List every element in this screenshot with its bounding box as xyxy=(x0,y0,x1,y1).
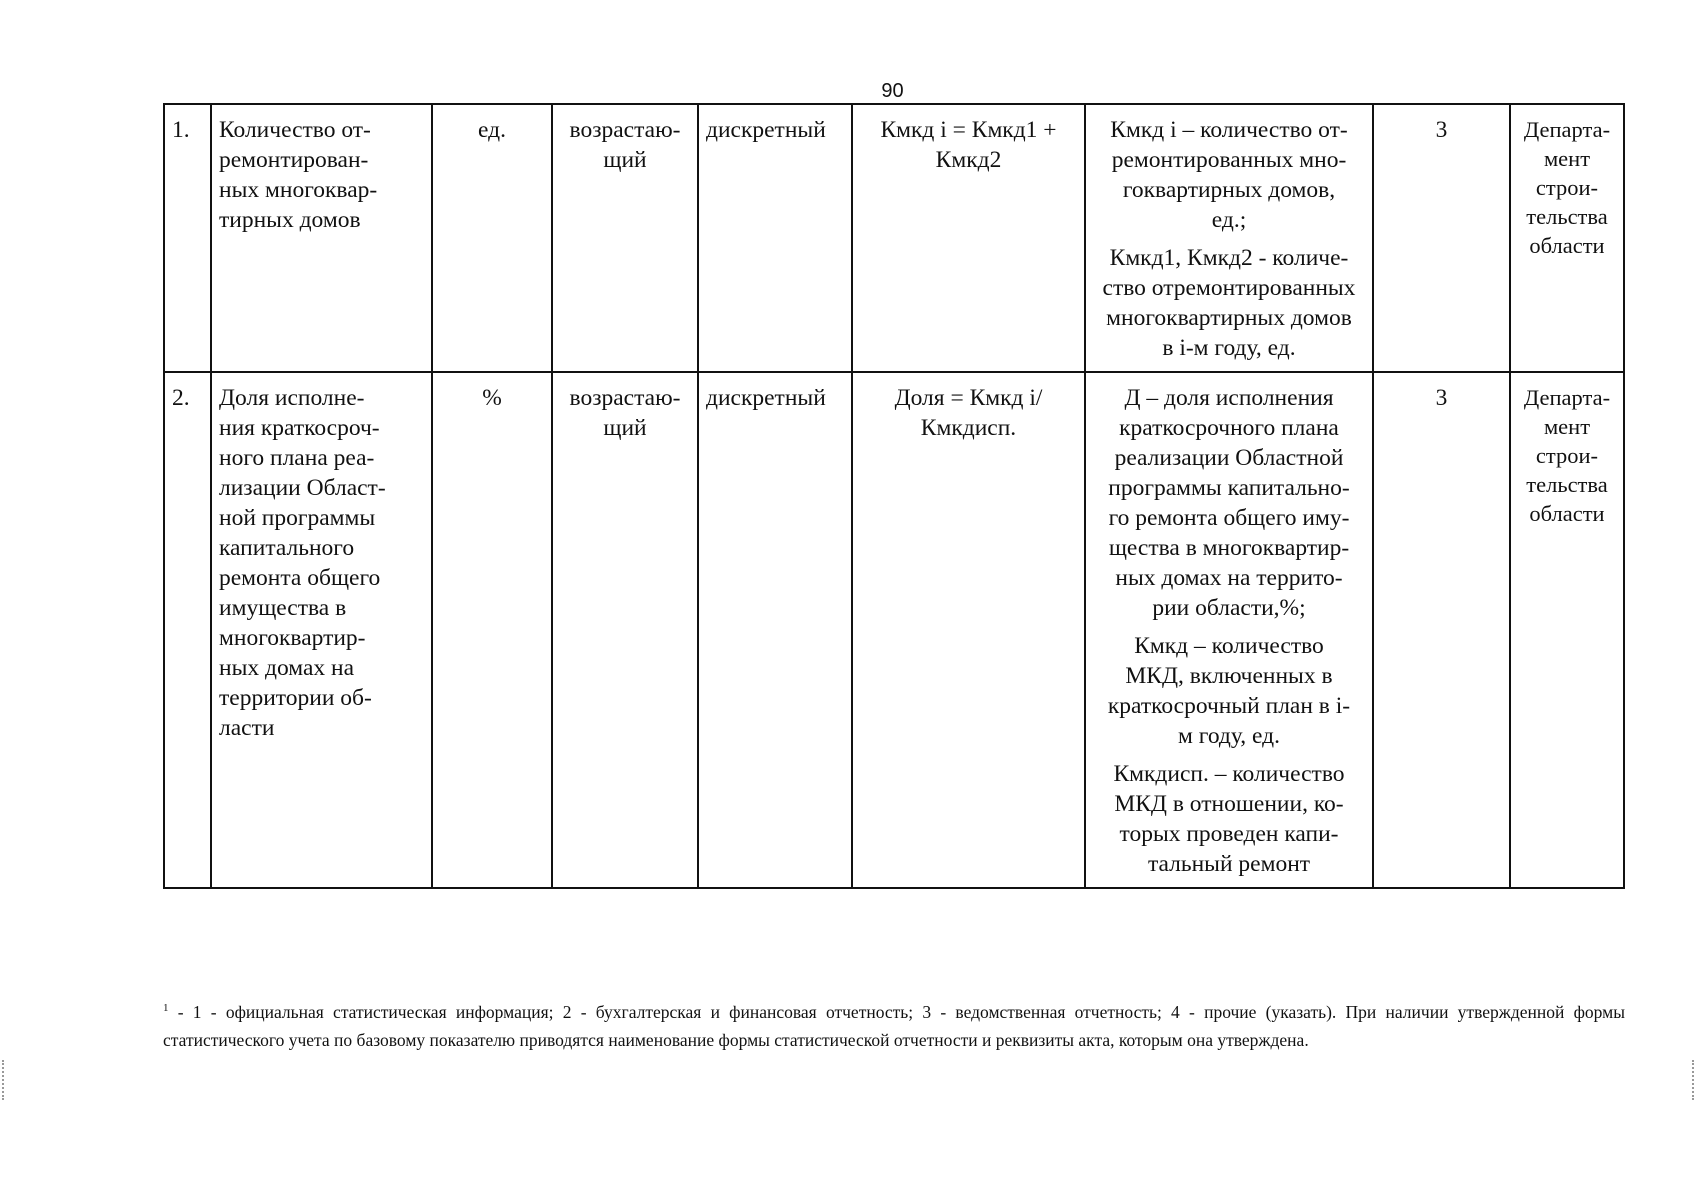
row-number: 2. xyxy=(164,372,211,888)
margin-mark xyxy=(2,1060,6,1100)
footnote-text: - 1 - официальная статистическая информация; 2 - бухгалтерская и финансовая отчетность; 3 - ведомственная отчетность; 4 - прочие (указать). При наличии утвержденной формы статистического учета по базовому показателю приводятся наименование формы статистической отчетности и реквизиты акта, которым она утверждена. xyxy=(163,1002,1625,1050)
indicator-name: Количество от- ремонтирован- ных многоквар- тирных домов xyxy=(211,104,432,372)
description-paragraph: Кмкд1, Кмкд2 - количе- ство отремонтированных многоквартирных домов в i-м году, ед. xyxy=(1102,245,1356,361)
footnote-marker: 1 xyxy=(163,1002,169,1014)
type-cell: дискретный xyxy=(698,372,852,888)
source-cell: 3 xyxy=(1373,372,1510,888)
formula-cell: Доля = Кмкд i/ Кмкдисп. xyxy=(852,372,1085,888)
description-paragraph: Д – доля исполнения краткосрочного плана реализации Областной программы капитально- го ремонта общего иму- щества в многоквартир- ных домах на террито- рии области,%; xyxy=(1108,385,1350,621)
row-number: 1. xyxy=(164,104,211,372)
description-paragraph: Кмкдисп. – количество МКД в отношении, ко- торых проведен капи- тальный ремонт xyxy=(1113,761,1345,877)
indicators-table xyxy=(163,103,1625,889)
description-cell xyxy=(1085,372,1373,888)
indicator-name: Доля исполне- ния краткосроч- ного плана реа- лизации Област- ной программы капитального ремонта общего имущества в многоквартир- ных домах на территории об- ласти xyxy=(211,372,432,888)
description-paragraph: Кмкд – количество МКД, включенных в краткосрочный план в i- м году, ед. xyxy=(1107,633,1351,749)
responsible-cell: Департа- мент строи- тельства области xyxy=(1510,372,1624,888)
margin-mark xyxy=(1692,1060,1696,1100)
unit-cell: % xyxy=(432,372,552,888)
responsible-cell: Департа- мент строи- тельства области xyxy=(1510,104,1624,372)
source-cell: 3 xyxy=(1373,104,1510,372)
description-cell xyxy=(1085,104,1373,372)
footnote xyxy=(163,994,1625,1054)
description-paragraph: Кмкд i – количество от- ремонтированных мно- гоквартирных домов, ед.; xyxy=(1110,117,1348,233)
trend-cell: возрастаю- щий xyxy=(552,372,698,888)
page-number: 90 xyxy=(881,80,904,102)
unit-cell: ед. xyxy=(432,104,552,372)
table-row xyxy=(164,104,1624,372)
table-row xyxy=(164,372,1624,888)
type-cell: дискретный xyxy=(698,104,852,372)
formula-cell: Кмкд i = Кмкд1 + Кмкд2 xyxy=(852,104,1085,372)
trend-cell: возрастаю- щий xyxy=(552,104,698,372)
